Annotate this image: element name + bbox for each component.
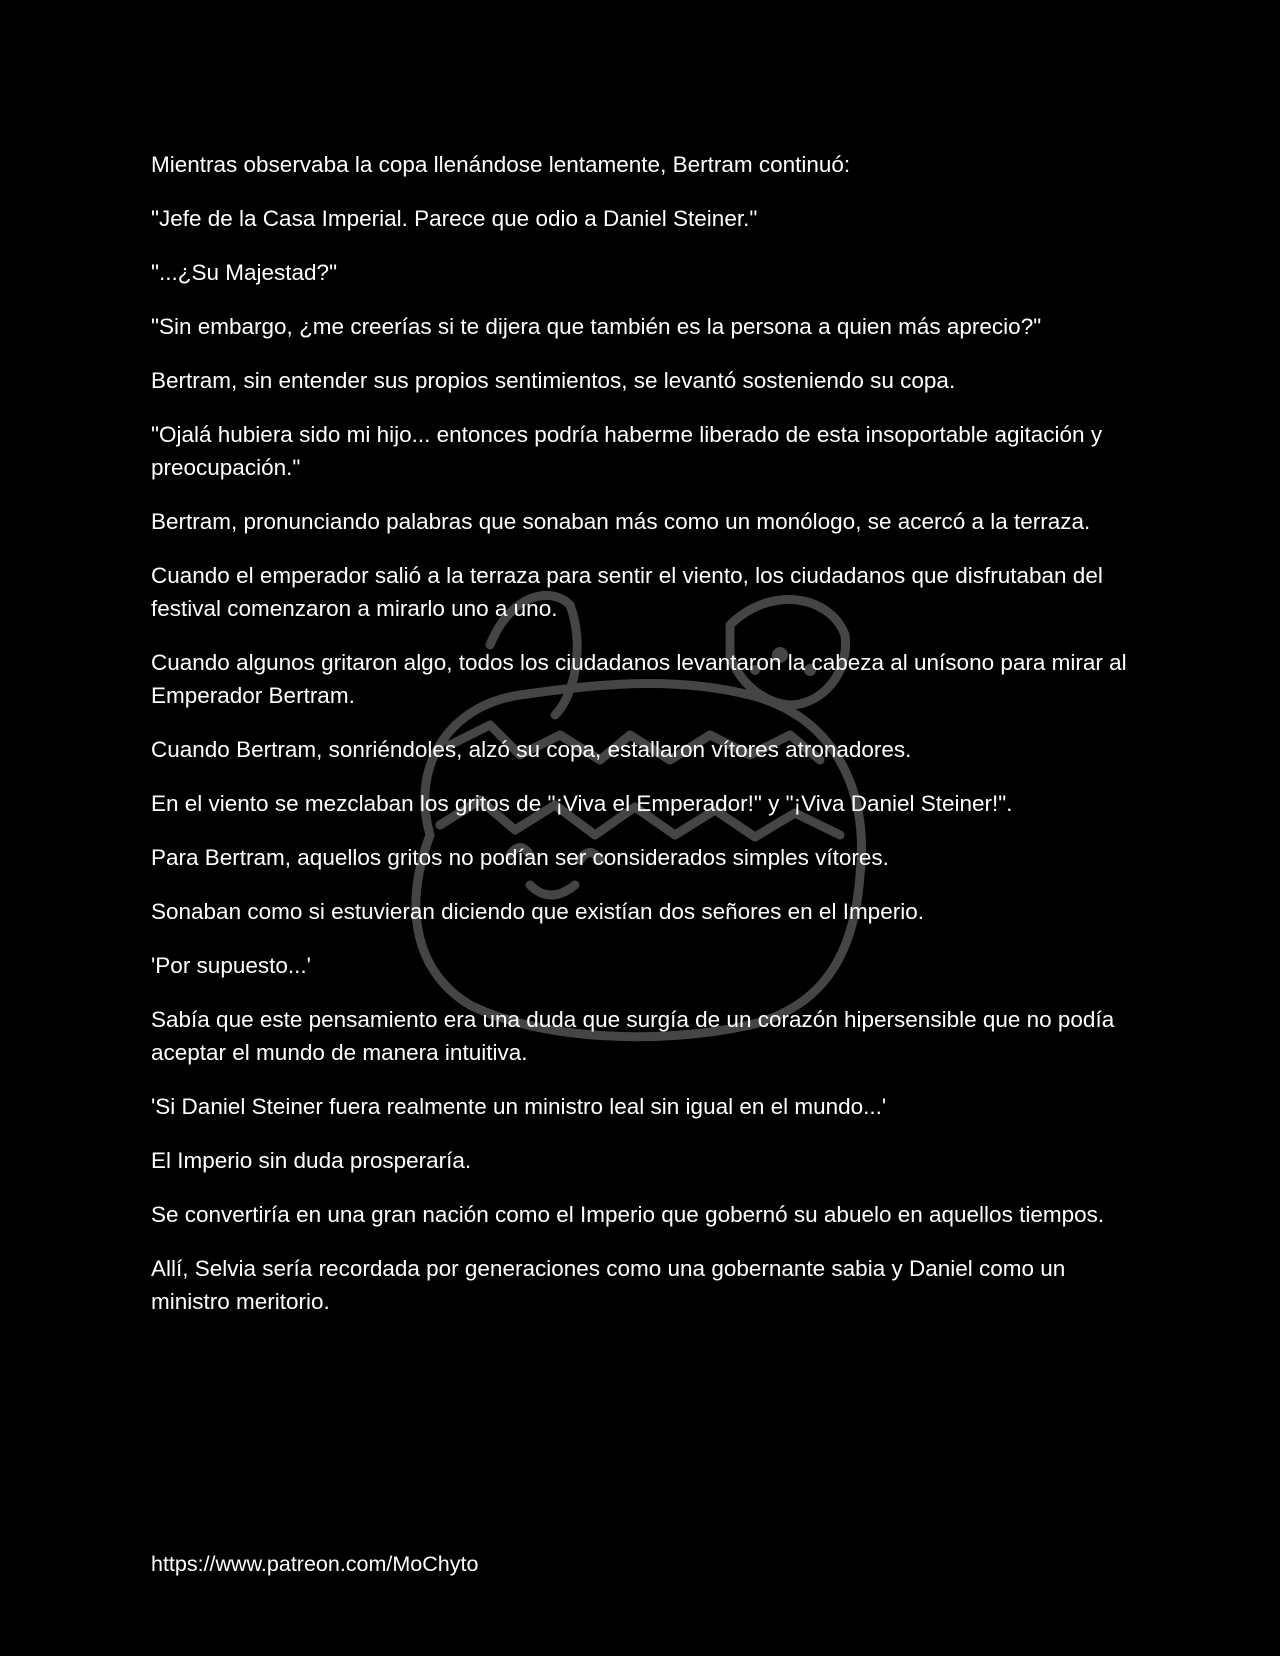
patreon-link[interactable]: https://www.patreon.com/MoChyto bbox=[151, 1552, 479, 1576]
paragraph: Cuando Bertram, sonriéndoles, alzó su copa, estallaron vítores atronadores. bbox=[151, 737, 912, 762]
paragraph: "...¿Su Majestad?" bbox=[151, 260, 338, 285]
paragraph: Sabía que este pensamiento era una duda que surgía de un corazón hipersensible que no podía aceptar el mundo de manera intuitiva. bbox=[151, 1007, 1115, 1065]
paragraph: El Imperio sin duda prosperaría. bbox=[151, 1148, 472, 1173]
paragraph: Cuando el emperador salió a la terraza para sentir el viento, los ciudadanos que disfrutaban del festival comenzaron a mirarlo uno a uno. bbox=[151, 563, 1103, 621]
paragraph: Allí, Selvia sería recordada por generaciones como una gobernante sabia y Daniel como un ministro meritorio. bbox=[151, 1256, 1066, 1314]
paragraph: "Ojalá hubiera sido mi hijo... entonces podría haberme liberado de esta insoportable agitación y preocupación." bbox=[151, 422, 1103, 480]
paragraph: 'Por supuesto...' bbox=[151, 953, 311, 978]
paragraph: Se convertiría en una gran nación como el Imperio que gobernó su abuelo en aquellos tiempos. bbox=[151, 1202, 1105, 1227]
paragraph: Bertram, sin entender sus propios sentimientos, se levantó sosteniendo su copa. bbox=[151, 368, 956, 393]
paragraph: "Sin embargo, ¿me creerías si te dijera que también es la persona a quien más aprecio?" bbox=[151, 314, 1042, 339]
paragraph: Para Bertram, aquellos gritos no podían ser considerados simples vítores. bbox=[151, 845, 889, 870]
paragraph: "Jefe de la Casa Imperial. Parece que odio a Daniel Steiner." bbox=[151, 206, 758, 231]
paragraph: Sonaban como si estuvieran diciendo que existían dos señores en el Imperio. bbox=[151, 899, 924, 924]
paragraph: Mientras observaba la copa llenándose lentamente, Bertram continuó: bbox=[151, 152, 851, 177]
paragraph: Cuando algunos gritaron algo, todos los ciudadanos levantaron la cabeza al unísono para mirar al Emperador Bertram. bbox=[151, 650, 1127, 708]
paragraph: 'Si Daniel Steiner fuera realmente un ministro leal sin igual en el mundo...' bbox=[151, 1094, 887, 1119]
paragraph: Bertram, pronunciando palabras que sonaban más como un monólogo, se acercó a la terraza. bbox=[151, 509, 1091, 534]
paragraph: En el viento se mezclaban los gritos de "¡Viva el Emperador!" y "¡Viva Daniel Steiner!". bbox=[151, 791, 1013, 816]
chapter-text bbox=[151, 148, 1131, 1339]
